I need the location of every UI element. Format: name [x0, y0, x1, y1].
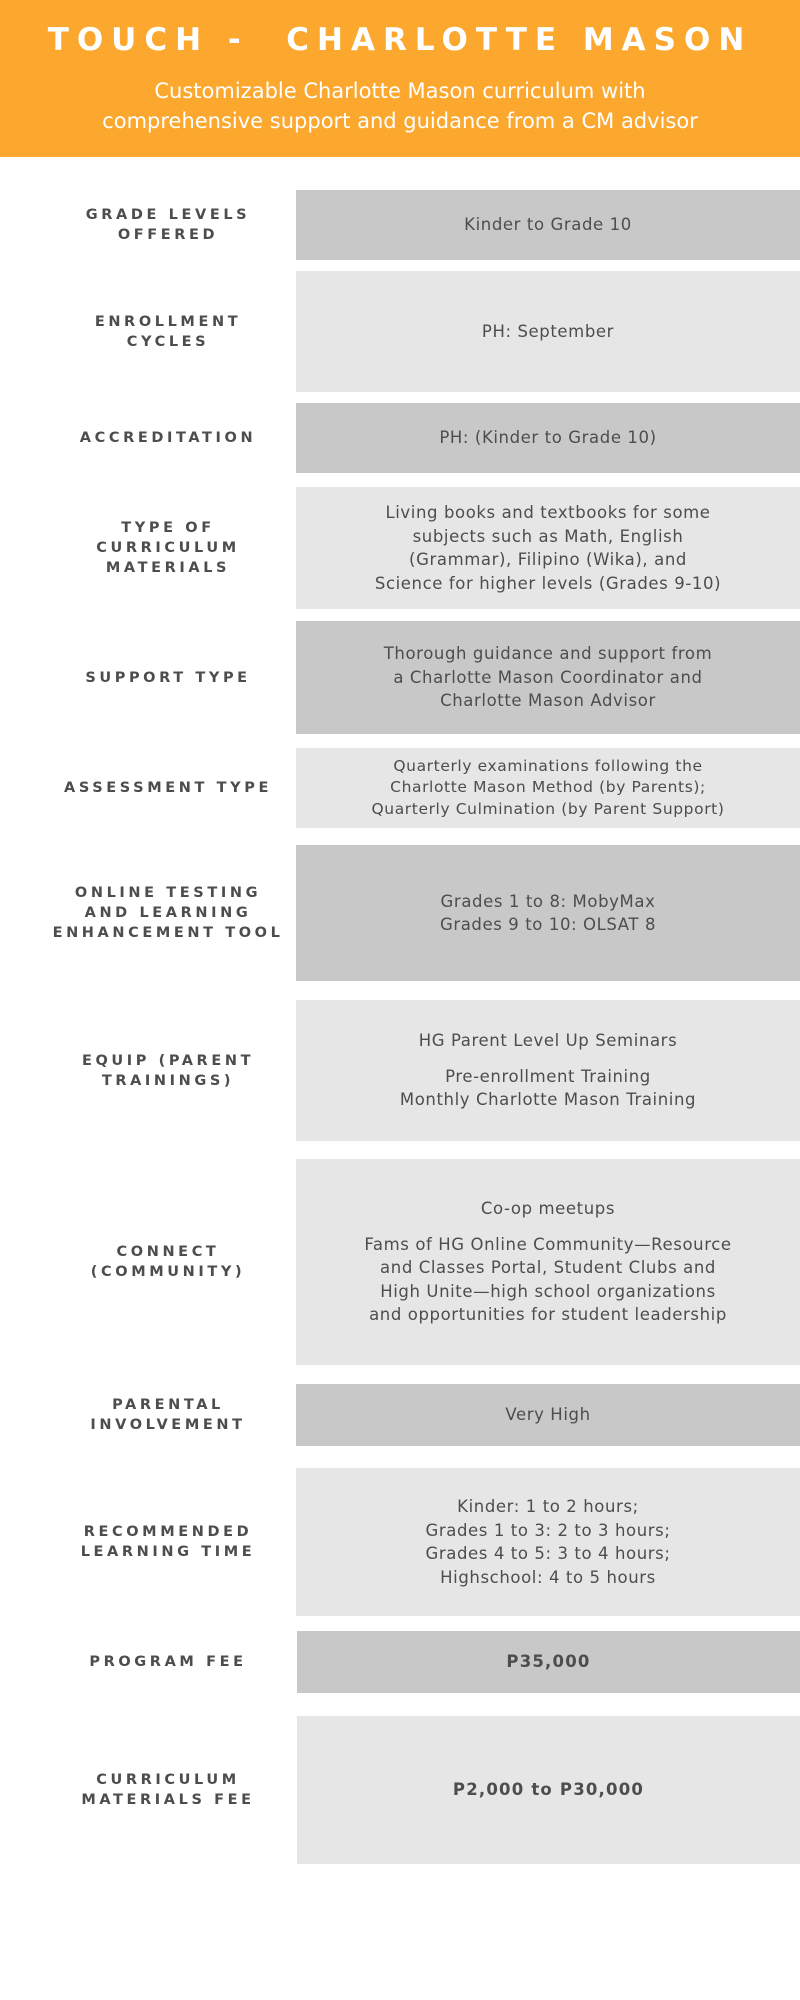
row-label-parental-involvement: PARENTAL INVOLVEMENT	[90, 1397, 246, 1433]
value-line: Kinder: 1 to 2 hours;	[457, 1497, 639, 1516]
value-line: Science for higher levels (Grades 9-10)	[374, 573, 722, 593]
row-value-accreditation	[296, 403, 800, 473]
value-line: HG Parent Level Up Seminars	[418, 1031, 678, 1051]
row-label-curriculum-materials: TYPE OF CURRICULUM MATERIALS	[96, 520, 240, 576]
row-label-connect: CONNECT (COMMUNITY)	[90, 1244, 246, 1280]
value-line: PH: (Kinder to Grade 10)	[439, 428, 657, 448]
value-line: P2,000 to P30,000	[452, 1780, 645, 1800]
value-line: Grades 4 to 5: 3 to 4 hours;	[425, 1544, 671, 1563]
value-line: Grades 1 to 8: MobyMax	[440, 891, 656, 911]
value-line: Fams of HG Online Community—Resource	[364, 1234, 732, 1254]
value-line: Thorough guidance and support from	[383, 644, 713, 664]
value-line: PH: September	[481, 321, 615, 341]
row-value-assessment-type	[296, 748, 800, 828]
value-line: Charlotte Mason Advisor	[440, 691, 656, 711]
row-value-support-type	[296, 621, 800, 734]
row-value-connect	[296, 1159, 800, 1365]
value-line: P35,000	[506, 1652, 591, 1672]
value-line: Grades 9 to 10: OLSAT 8	[439, 915, 657, 934]
row-label-accreditation: ACCREDITATION	[79, 430, 257, 446]
row-value-learning-time	[296, 1468, 800, 1616]
value-line: Very High	[505, 1405, 591, 1425]
value-line: Quarterly examinations following the	[393, 756, 703, 775]
subtitle-line: comprehensive support and guidance from a CM advisor	[102, 109, 698, 133]
value-line: Quarterly Culmination (by Parent Support)	[371, 799, 725, 818]
value-line: a Charlotte Mason Coordinator and	[393, 667, 703, 687]
value-line: High Unite—high school organizations	[380, 1281, 716, 1301]
header-banner	[0, 0, 800, 157]
row-label-equip: EQUIP (PARENT TRAININGS)	[81, 1052, 255, 1089]
row-label-support-type: SUPPORT TYPE	[85, 669, 251, 686]
value-line: Kinder to Grade 10	[464, 215, 632, 235]
row-label-enrollment-cycles: ENROLLMENT CYCLES	[94, 313, 242, 350]
value-line: Co-op meetups	[480, 1199, 616, 1219]
row-value-curriculum-materials	[296, 487, 800, 609]
row-value-grade-levels	[296, 190, 800, 260]
value-line: Monthly Charlotte Mason Training	[399, 1090, 697, 1110]
row-value-program-fee	[297, 1631, 800, 1693]
value-line: Pre-enrollment Training	[445, 1066, 651, 1086]
value-line: and opportunities for student leadership	[369, 1305, 727, 1325]
row-label-grade-levels: GRADE LEVELS OFFERED	[85, 207, 251, 243]
row-label-learning-time: RECOMMENDED LEARNING TIME	[80, 1524, 256, 1560]
page-title: TOUCH - CHARLOTTE MASON	[47, 22, 753, 58]
row-value-materials-fee	[297, 1716, 800, 1864]
row-value-parental-involvement	[296, 1384, 800, 1446]
value-line: subjects such as Math, English	[412, 526, 684, 546]
value-line: (Grammar), Filipino (Wika), and	[409, 550, 687, 569]
value-line: Grades 1 to 3: 2 to 3 hours;	[425, 1520, 671, 1540]
subtitle-line: Customizable Charlotte Mason curriculum with	[154, 79, 646, 103]
value-line: Highschool: 4 to 5 hours	[440, 1567, 656, 1587]
row-label-assessment-type: ASSESSMENT TYPE	[64, 780, 272, 796]
value-line: and Classes Portal, Student Clubs and	[380, 1258, 716, 1278]
row-label-online-testing: ONLINE TESTING AND LEARNING ENHANCEMENT TOOL	[52, 885, 284, 941]
row-value-enrollment-cycles	[296, 271, 800, 392]
row-value-equip	[296, 1000, 800, 1141]
row-label-materials-fee: CURRICULUM MATERIALS FEE	[81, 1772, 255, 1808]
value-line: Charlotte Mason Method (by Parents);	[390, 778, 706, 797]
row-label-program-fee: PROGRAM FEE	[89, 1654, 247, 1670]
value-line: Living books and textbooks for some	[385, 503, 711, 522]
page-subtitle	[30, 76, 770, 136]
row-value-online-testing	[296, 845, 800, 981]
